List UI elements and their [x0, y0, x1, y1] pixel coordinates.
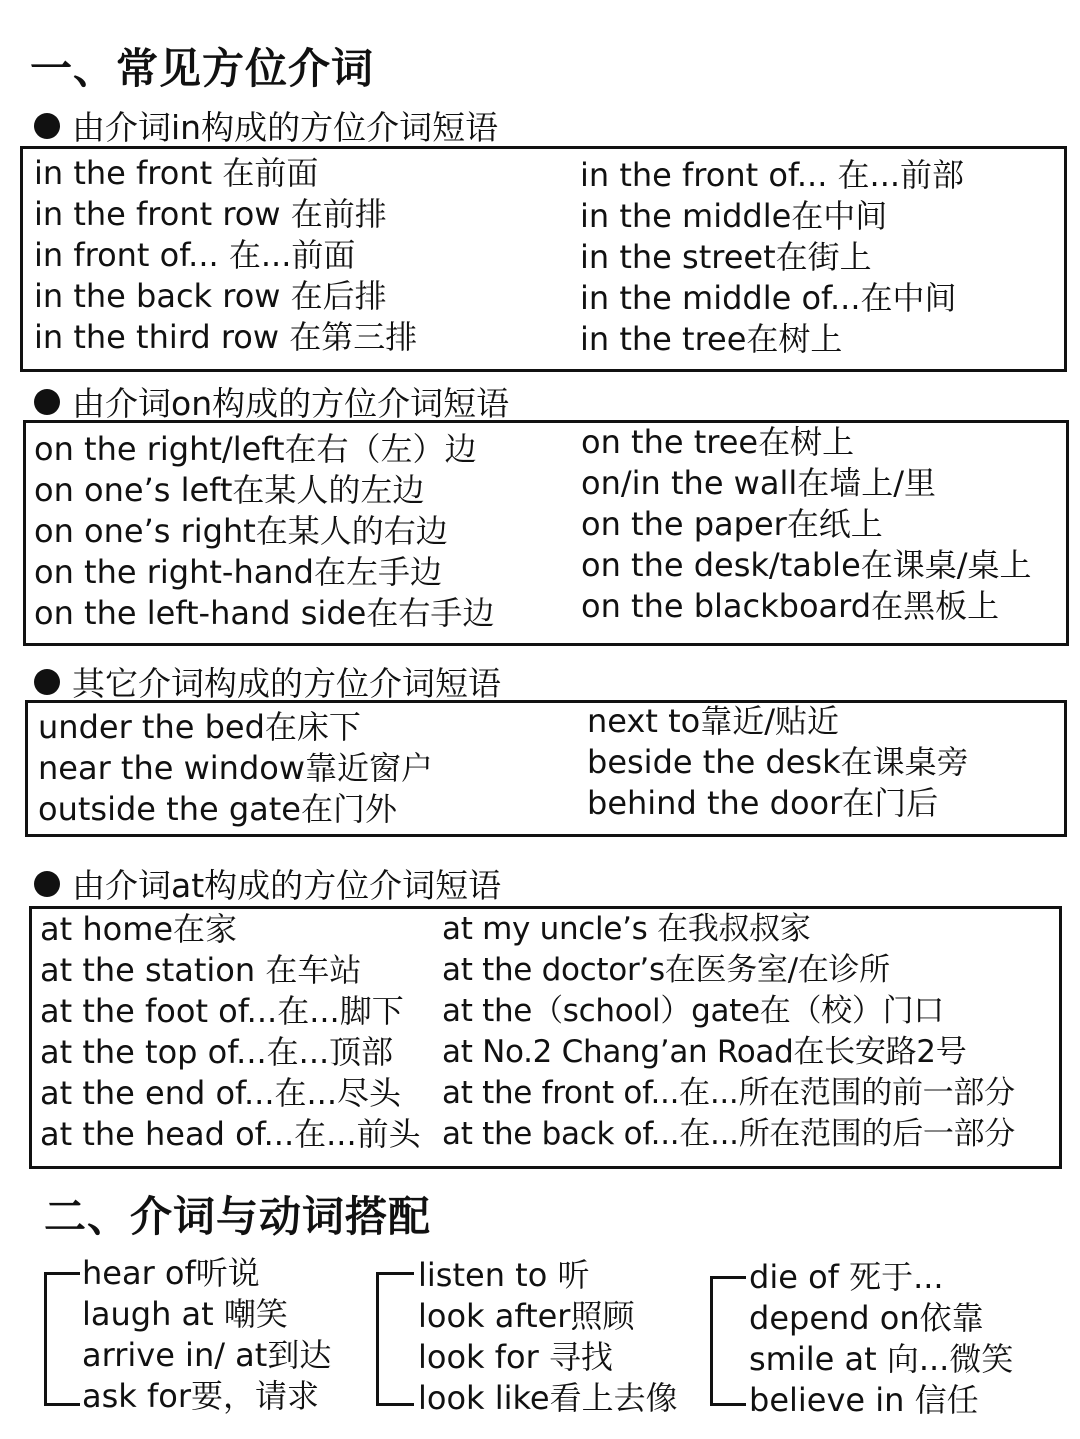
at-group-heading-text: 由介词at构成的方位介词短语 — [72, 866, 502, 905]
list-item: in the middle在中间 — [580, 197, 888, 235]
list-item: in the back row 在后排 — [34, 277, 387, 315]
list-item: on the right/left在右（左）边 — [34, 430, 477, 468]
list-item: in the front of... 在...前部 — [580, 156, 965, 194]
list-item: at home在家 — [40, 910, 238, 948]
verb-group-3 — [749, 1257, 1013, 1421]
list-item: near the window靠近窗户 — [38, 749, 434, 787]
in-group-right-list — [580, 155, 964, 360]
bullet-icon — [34, 669, 60, 695]
list-item: on the left-hand side在右手边 — [34, 594, 495, 632]
list-item: die of 死于... — [749, 1258, 944, 1296]
list-item: on one’s right在某人的右边 — [34, 512, 448, 550]
list-item: behind the door在门后 — [587, 784, 939, 822]
list-item: beside the desk在课桌旁 — [587, 743, 969, 781]
list-item: at the head of...在...前头 — [40, 1115, 421, 1153]
other-group-heading-text: 其它介词构成的方位介词短语 — [72, 664, 501, 703]
bullet-icon — [34, 113, 60, 139]
list-item: hear of听说 — [82, 1254, 260, 1292]
in-group-left-list — [34, 153, 417, 358]
bracket-icon — [710, 1276, 746, 1406]
list-item: next to靠近/贴近 — [587, 702, 839, 740]
list-item: in the middle of...在中间 — [580, 279, 957, 317]
list-item: at No.2 Chang’an Road在长安路2号 — [442, 1034, 967, 1070]
list-item: at my uncle’s 在我叔叔家 — [442, 911, 811, 947]
list-item: at the（school）gate在（校）门口 — [442, 993, 944, 1029]
list-item: at the front of...在...所在范围的前一部分 — [442, 1075, 1015, 1111]
bullet-icon — [34, 389, 60, 415]
list-item: at the top of...在...顶部 — [40, 1033, 394, 1071]
list-item: depend on依靠 — [749, 1299, 984, 1337]
at-group-right-list — [442, 909, 1015, 1155]
list-item: on the blackboard在黑板上 — [581, 587, 1000, 625]
list-item: on/in the wall在墙上/里 — [581, 464, 937, 502]
other-group-heading — [34, 658, 501, 705]
list-item: look after照顾 — [418, 1297, 635, 1335]
list-item: laugh at 嘲笑 — [82, 1295, 288, 1333]
list-item: at the end of...在...尽头 — [40, 1074, 402, 1112]
section-2-title: 二、介词与动词搭配 — [44, 1192, 432, 1241]
on-group-heading-text: 由介词on构成的方位介词短语 — [72, 384, 510, 423]
list-item: on the paper在纸上 — [581, 505, 883, 543]
list-item: believe in 信任 — [749, 1381, 979, 1419]
on-group-heading — [34, 378, 509, 425]
list-item: under the bed在床下 — [38, 708, 361, 746]
list-item: at the back of...在...所在范围的后一部分 — [442, 1116, 1016, 1152]
list-item: smile at 向...微笑 — [749, 1340, 1014, 1378]
list-item: on the tree在树上 — [581, 423, 855, 461]
list-item: in front of... 在...前面 — [34, 236, 356, 274]
verb-group-2 — [418, 1255, 678, 1419]
list-item: at the station 在车站 — [40, 951, 362, 989]
list-item: arrive in/ at到达 — [82, 1336, 332, 1374]
on-group-left-list — [34, 429, 494, 634]
list-item: at the foot of...在...脚下 — [40, 992, 404, 1030]
in-group-heading-text: 由介词in构成的方位介词短语 — [72, 108, 499, 147]
other-group-left-list — [38, 707, 433, 830]
list-item: in the front row 在前排 — [34, 195, 387, 233]
list-item: in the third row 在第三排 — [34, 318, 418, 356]
list-item: at the doctor’s在医务室/在诊所 — [442, 952, 890, 988]
bullet-icon — [34, 871, 60, 897]
list-item: in the tree在树上 — [580, 320, 843, 358]
list-item: look like看上去像 — [418, 1379, 678, 1417]
list-item: ask for要，请求 — [82, 1377, 319, 1415]
other-group-right-list — [587, 701, 969, 824]
list-item: listen to 听 — [418, 1256, 590, 1294]
list-item: in the front 在前面 — [34, 154, 319, 192]
list-item: look for 寻找 — [418, 1338, 613, 1376]
list-item: on the desk/table在课桌/桌上 — [581, 546, 1032, 584]
list-item: on the right-hand在左手边 — [34, 553, 442, 591]
section-1-title: 一、常见方位介词 — [30, 44, 375, 93]
list-item: in the street在街上 — [580, 238, 872, 276]
at-group-heading — [34, 860, 501, 907]
verb-group-1 — [82, 1253, 331, 1417]
list-item: on one’s left在某人的左边 — [34, 471, 425, 509]
list-item: outside the gate在门外 — [38, 790, 397, 828]
at-group-left-list — [40, 909, 421, 1155]
bracket-icon — [44, 1272, 80, 1406]
in-group-heading — [34, 102, 498, 149]
on-group-right-list — [581, 422, 1032, 627]
bracket-icon — [376, 1272, 414, 1406]
